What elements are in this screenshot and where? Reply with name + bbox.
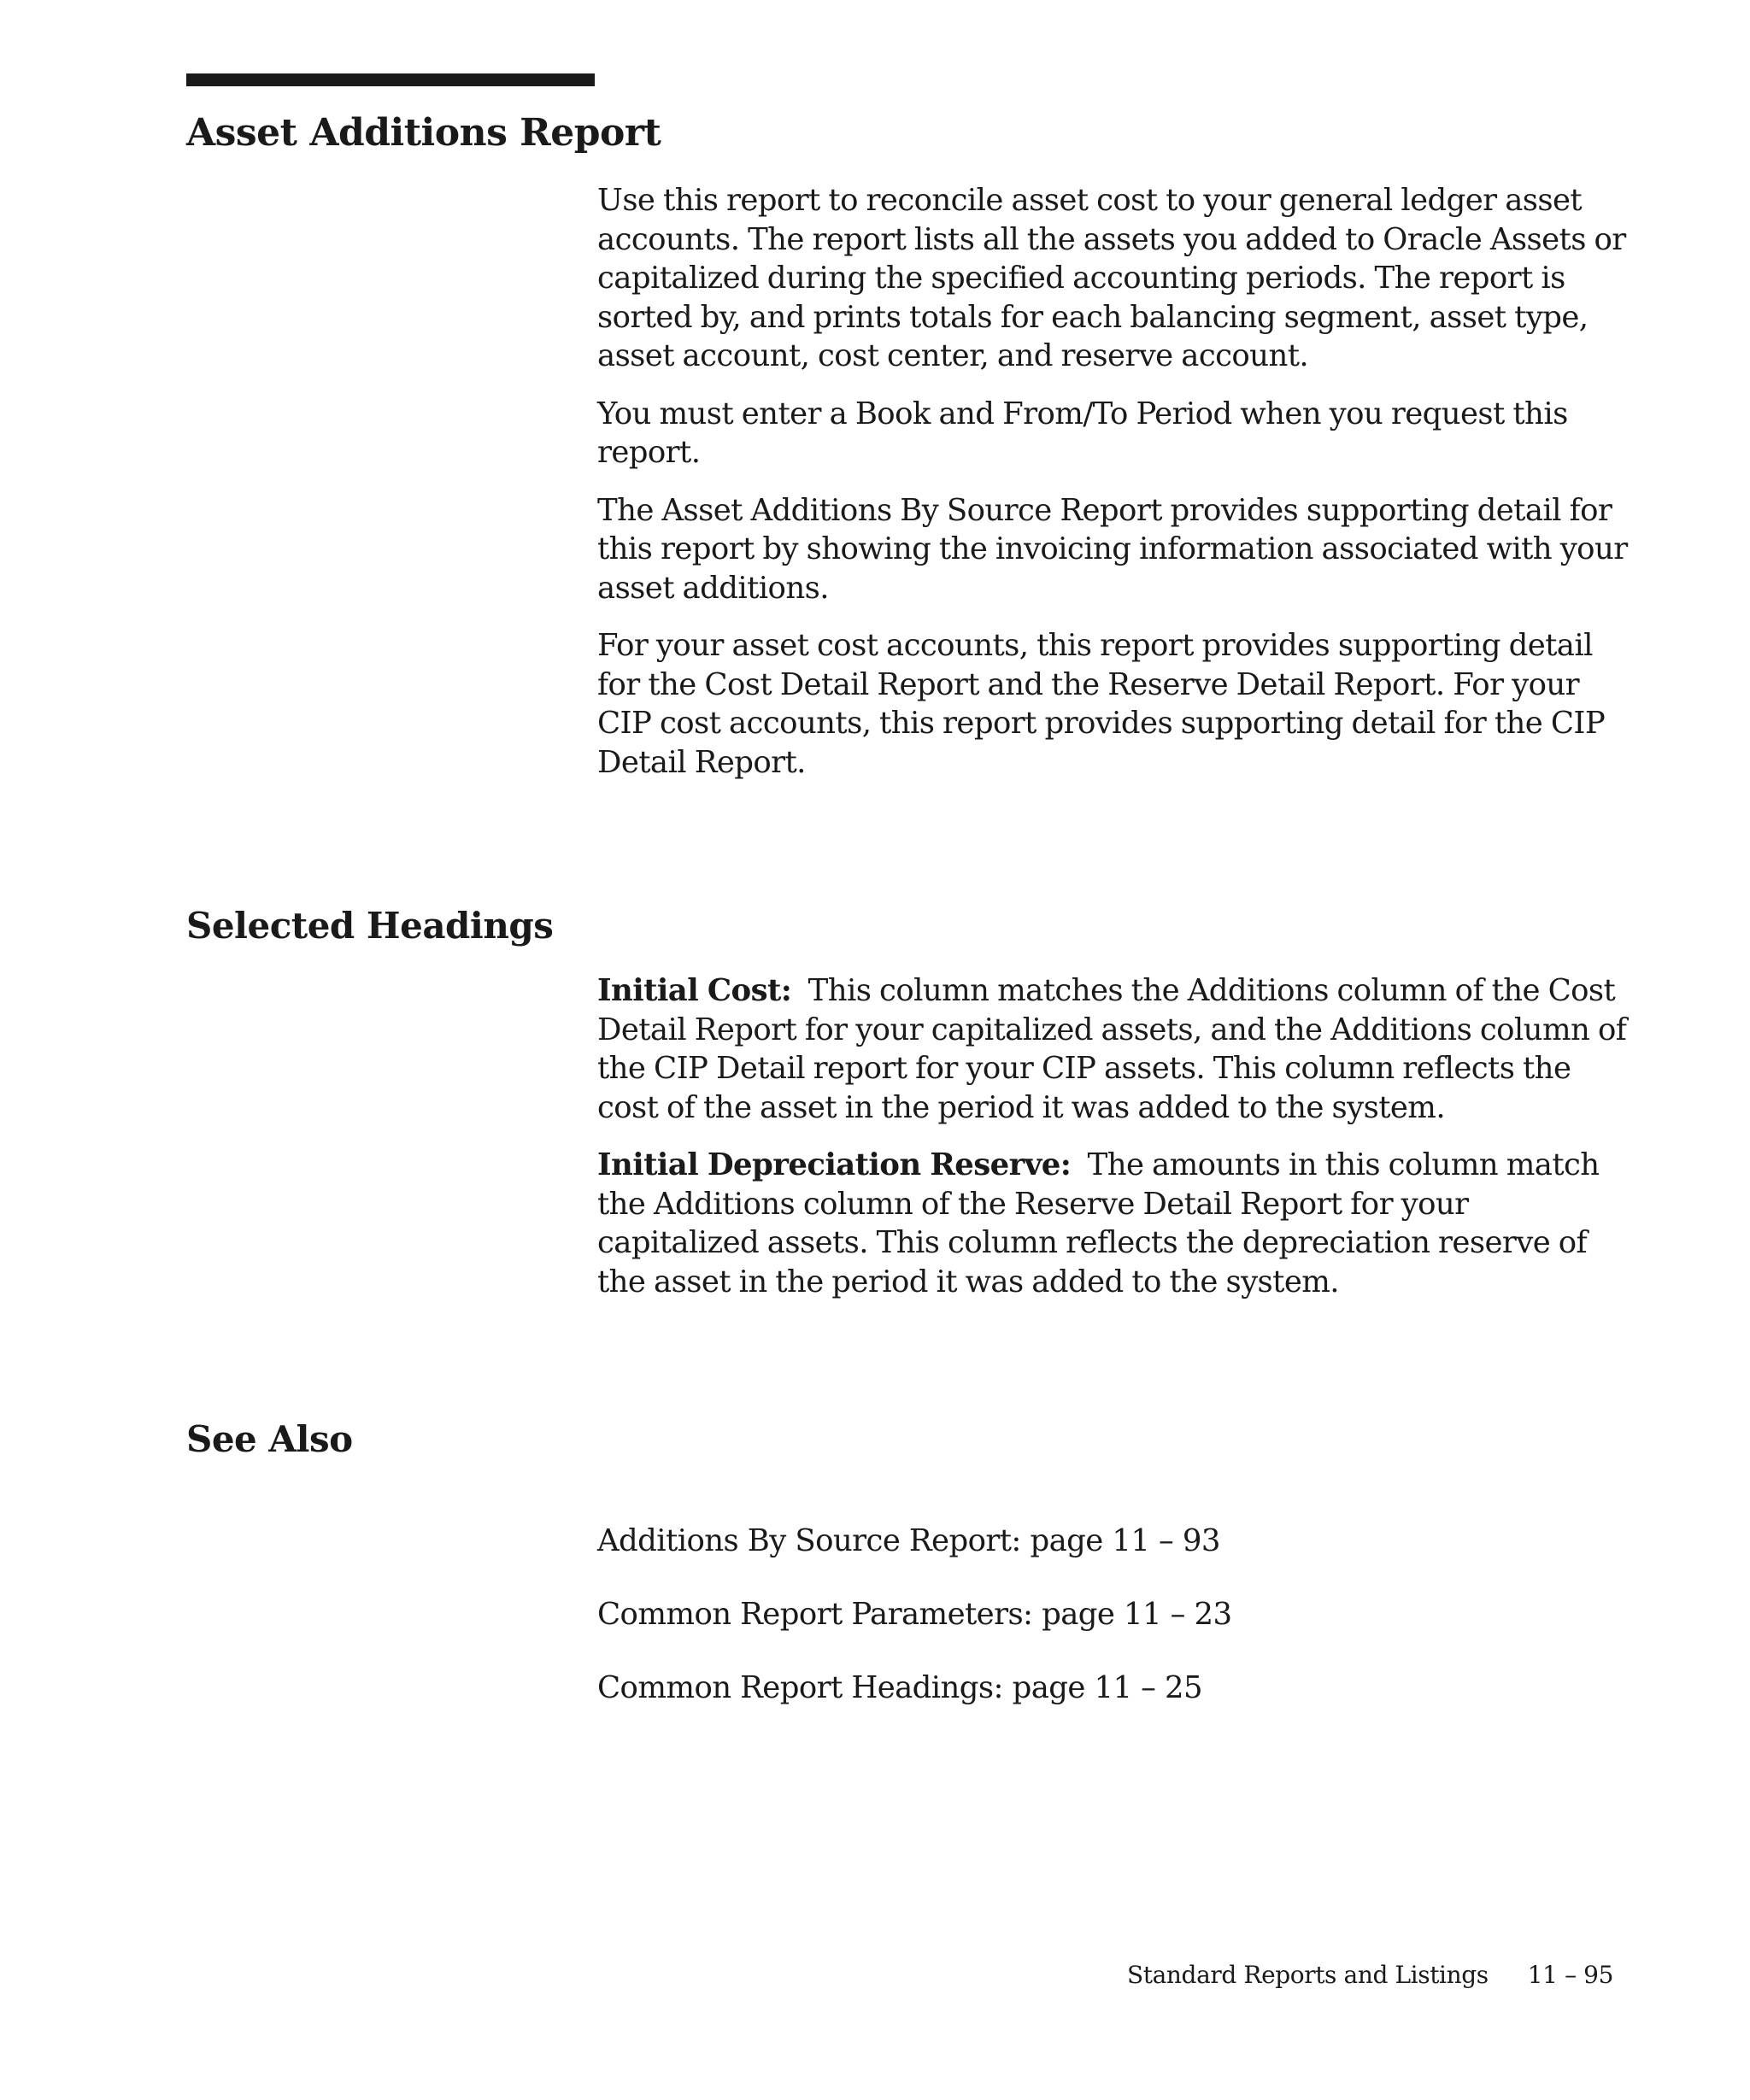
intro-paragraph: Use this report to reconcile asset cost to your general ledger asset accounts. The report lists all the assets you added to Oracle Assets or capitalized during the specified accounting periods. The report is sorted by, and prints totals for each balancing segment, asset type, asset account, cost center, and reserve account.	[597, 183, 1626, 373]
definition-term: Initial Depreciation Reserve:	[597, 1147, 1072, 1182]
see-also-link-additions-by-source[interactable]: Additions By Source Report: page 11 – 93	[597, 1523, 1220, 1558]
definition-initial-cost	[597, 971, 1633, 1127]
intro-paragraph: For your asset cost accounts, this report provides supporting detail for the Cost Detail Report and the Reserve Detail Report. For your CIP cost accounts, this report provides supporting detail for the CIP Detail Report.	[597, 628, 1606, 780]
see-also-title: See Also	[186, 1418, 353, 1460]
footer-section-title: Standard Reports and Listings	[1127, 1961, 1489, 1989]
selected-headings-title: Selected Headings	[186, 905, 554, 947]
see-also-link-common-report-parameters[interactable]: Common Report Parameters: page 11 – 23	[597, 1597, 1232, 1632]
definition-term: Initial Cost:	[597, 973, 792, 1008]
footer-page-number: 11 – 95	[1527, 1961, 1613, 1989]
title-rule	[186, 73, 595, 86]
definition-text: The amounts in this column match the Additions column of the Reserve Detail Report for your capitalized assets. This column reflects the depreciation reserve of the asset in the period it was added to the system.	[597, 1147, 1600, 1299]
intro-paragraph: The Asset Additions By Source Report provides supporting detail for this report by showing the invoicing information associated with your asset additions.	[597, 492, 1628, 606]
page-title: Asset Additions Report	[186, 111, 661, 155]
page-footer	[1127, 1960, 1613, 1991]
definition-text: This column matches the Additions column of the Cost Detail Report for your capitalized assets, and the Additions column of the CIP Detail report for your CIP assets. This column reflects the cost of the asset in the period it was added to the system.	[597, 973, 1627, 1125]
intro-paragraph: You must enter a Book and From/To Period when you request this report.	[597, 396, 1568, 470]
see-also-link-common-report-headings[interactable]: Common Report Headings: page 11 – 25	[597, 1670, 1202, 1705]
selected-headings-section	[597, 971, 1633, 1320]
see-also-section	[597, 1522, 1633, 1742]
definition-initial-depreciation-reserve	[597, 1146, 1633, 1301]
intro-section	[597, 181, 1633, 801]
